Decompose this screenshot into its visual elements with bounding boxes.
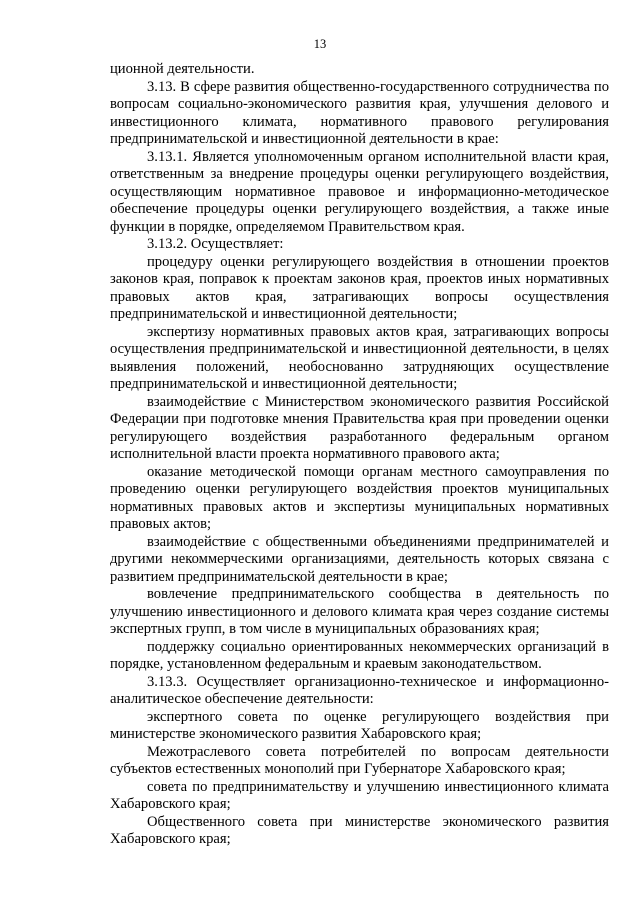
list-item: взаимодействие с общественными объединениями предпринимателей и другими некоммерческими организациями, деятельность которых связана с развитием предпринимательской деятельности в крае;: [110, 533, 609, 585]
paragraph-continuation: ционной деятельности.: [110, 61, 255, 77]
list-item: экспертного совета по оценке регулирующего воздействия при министерстве экономического развития Хабаровского края;: [110, 708, 609, 742]
list-item: поддержку социально ориентированных некоммерческих организаций в порядке, установленном федеральным и краевым законодательством.: [110, 638, 609, 672]
list-item: Межотраслевого совета потребителей по вопросам деятельности субъектов естественных монополий при Губернаторе Хабаровского края;: [110, 743, 609, 777]
list-item: взаимодействие с Министерством экономического развития Российской Федерации при подготовке мнения Правительства края при проведении оценки регулирующего воздействия разработанного федеральным органом исполнительной власти проекта нормативного правового акта;: [110, 393, 609, 462]
paragraph-3-13-3: 3.13.3. Осуществляет организационно-техническое и информационно-аналитическое обеспечение деятельности:: [110, 673, 609, 707]
paragraph-3-13: 3.13. В сфере развития общественно-государственного сотрудничества по вопросам социально-экономического развития края, улучшения делового и инвестиционного климата, нормативного правового регулирования предпринимательской и инвестиционной деятельности в крае:: [110, 78, 609, 147]
document-body: [110, 61, 609, 849]
list-item: процедуру оценки регулирующего воздействия в отношении проектов законов края, поправок к проектам законов края, проектов иных нормативных правовых актов края, затрагивающих вопросы осуществления предпринимательской и инвестиционной деятельности;: [110, 253, 609, 322]
paragraph-3-13-2: 3.13.2. Осуществляет:: [147, 236, 284, 252]
list-item: совета по предпринимательству и улучшению инвестиционного климата Хабаровского края;: [110, 778, 609, 812]
list-item: экспертизу нормативных правовых актов края, затрагивающих вопросы осуществления предпринимательской и инвестиционной деятельности, в целях выявления положений, необоснованно затрудняющих осуществление предпринимательской и инвестиционной деятельности;: [110, 323, 609, 392]
paragraph-3-13-1: 3.13.1. Является уполномоченным органом исполнительной власти края, ответственным за внедрение процедуры оценки регулирующего воздействия, осуществляющим нормативное правовое и информационно-методическое обеспечение процедуры оценки регулирующего воздействия, а также иные функции в порядке, определяемом Правительством края.: [110, 148, 609, 235]
list-item: вовлечение предпринимательского сообщества в деятельность по улучшению инвестиционного и делового климата края через создание системы экспертных групп, в том числе в муниципальных образованиях края;: [110, 586, 609, 637]
list-item: оказание методической помощи органам местного самоуправления по проведению оценки регулирующего воздействия проектов муниципальных нормативных правовых актов и экспертизы муниципальных нормативных правовых актов;: [110, 463, 609, 532]
list-item: Общественного совета при министерстве экономического развития Хабаровского края;: [110, 813, 609, 847]
page-number: 13: [313, 37, 327, 51]
